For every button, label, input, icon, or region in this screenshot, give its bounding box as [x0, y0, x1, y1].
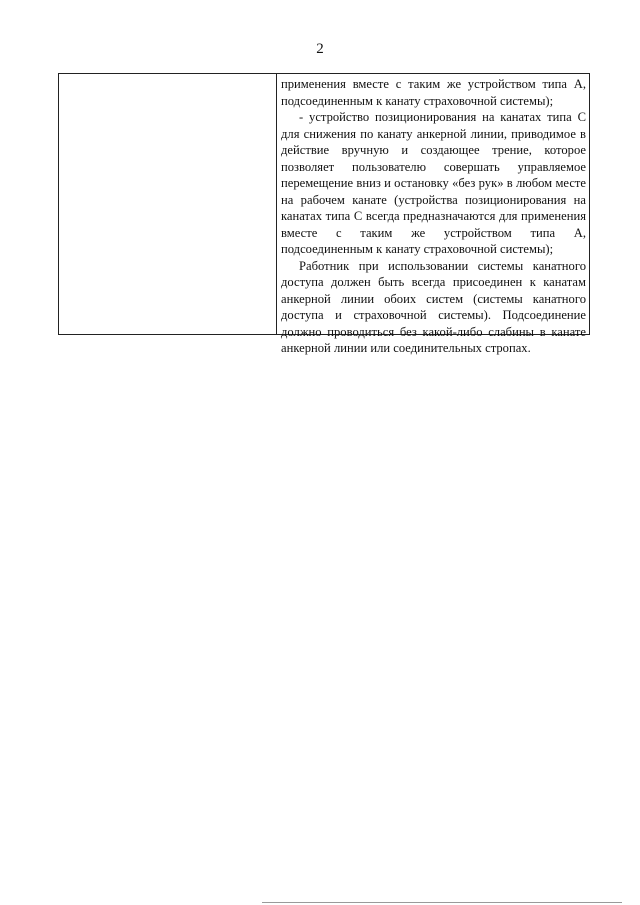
table-cell-left — [59, 74, 277, 334]
document-table — [58, 73, 590, 355]
paragraph-continuation: применения вместе с таким же устройством типа А, подсоединенным к канату страховочной системы); — [281, 77, 586, 108]
paragraph-worker-requirements: Работник при использовании системы канатного доступа должен быть всегда присоединен к канатам анкерной линии обоих систем (системы канатного доступа и страховочной системы). Подсоединение должно проводиться без какой-либо слабины в канате анкерной линии или соединительных стропах. — [281, 258, 586, 355]
bottom-edge-rule — [262, 902, 622, 903]
table-cell-right — [277, 74, 589, 355]
page-number: 2 — [316, 41, 324, 57]
paragraph-device-type-c: - устройство позиционирования на канатах типа С для снижения по канату анкерной линии, приводимое в действие вручную и создающее трение, которое позволяет пользователю совершать управляемое перемещение вниз и остановку «без рук» в любом месте на рабочем канате (устройства позиционирования на канатах типа С всегда предназначаются для применения вместе с таким же устройством типа А, подсоединенным к канату страховочной системы); — [281, 110, 586, 256]
